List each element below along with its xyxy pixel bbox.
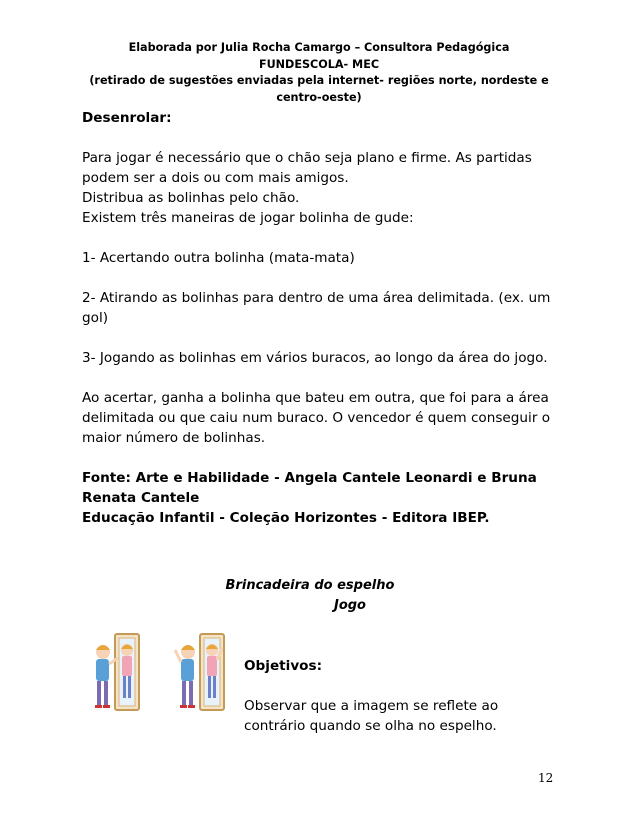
page-number: 12: [538, 771, 554, 785]
list-item-2-cont: gol): [82, 310, 109, 326]
objectives-heading: Objetivos:: [244, 658, 323, 674]
paragraph-line: delimitada ou que caiu num buraco. O vencedor é quem conseguir o: [82, 410, 551, 426]
paragraph-line: podem ser a dois ou com mais amigos.: [82, 170, 349, 186]
game-title: Brincadeira do espelho: [225, 578, 395, 593]
header-line-author: Elaborada por Julia Rocha Camargo – Consultora Pedagógica: [128, 41, 510, 54]
paragraph-line: maior número de bolinhas.: [82, 430, 266, 446]
mirror-children-illustration: [85, 628, 153, 714]
desenrolar-heading: Desenrolar:: [82, 110, 172, 126]
paragraph-line: Ao acertar, ganha a bolinha que bateu em outra, que foi para a área: [82, 390, 549, 406]
list-item-1: 1- Acertando outra bolinha (mata-mata): [82, 250, 355, 266]
game-subtitle: Jogo: [333, 598, 366, 613]
header-line-regions: centro-oeste): [276, 90, 362, 104]
objectives-section: [244, 656, 544, 736]
header-line-source: (retirado de sugestões enviadas pela internet- regiões norte, nordeste e: [89, 74, 549, 87]
paragraph-line: Para jogar é necessário que o chão seja plano e firme. As partidas: [82, 150, 532, 166]
list-item-2: 2- Atirando as bolinhas para dentro de uma área delimitada. (ex. um: [82, 290, 551, 306]
paragraph-line: Distribua as bolinhas pelo chão.: [82, 190, 300, 206]
header-line-org: FUNDESCOLA- MEC: [258, 57, 380, 71]
source-line: Fonte: Arte e Habilidade - Angela Cantele Leonardi e Bruna: [82, 470, 537, 486]
page-header: [80, 40, 558, 106]
mirror-children-illustration-2: [170, 628, 238, 714]
source-line: Educação Infantil - Coleção Horizontes - Editora IBEP.: [82, 510, 490, 526]
desenrolar-section: [82, 108, 562, 528]
objectives-line: contrário quando se olha no espelho.: [244, 718, 497, 734]
list-item-3: 3- Jogando as bolinhas em vários buracos, ao longo da área do jogo.: [82, 350, 548, 366]
paragraph-line: Existem três maneiras de jogar bolinha de gude:: [82, 210, 414, 226]
objectives-line: Observar que a imagem se reflete ao: [244, 698, 499, 714]
source-line: Renata Cantele: [82, 490, 200, 506]
